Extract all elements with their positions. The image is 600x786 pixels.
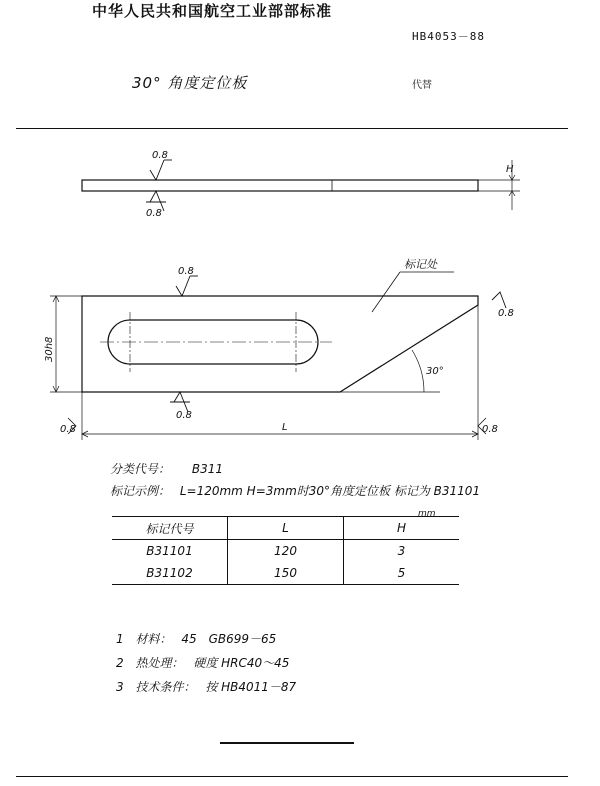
roughness-symbol <box>176 276 190 296</box>
length-dimension: L <box>282 422 288 433</box>
roughness-value: 0.8 <box>152 150 168 161</box>
roughness-value: 0.8 <box>146 208 162 219</box>
angle-dimension: 30° <box>426 366 444 377</box>
requirement-item <box>116 630 276 647</box>
classification-code: B311 <box>191 462 223 476</box>
roughness-value: 0.8 <box>482 424 498 435</box>
roughness-value: 0.8 <box>178 266 194 277</box>
table-cell: 120 <box>228 540 344 563</box>
marking-example-text: L=120mm H=3mm时30°角度定位板 标记为 B31101 <box>179 484 481 498</box>
roughness-symbol <box>150 160 164 180</box>
requirement-number: 1 <box>116 632 124 646</box>
roughness-value: 0.8 <box>498 308 514 319</box>
document-title: 30° 角度定位板 <box>132 74 248 92</box>
table-cell: 5 <box>344 562 460 585</box>
side-view-plate <box>82 180 478 191</box>
marking-example-line <box>110 482 480 499</box>
table-cell: 150 <box>228 562 344 585</box>
plan-view-plate <box>82 296 478 392</box>
requirement-value: 45 GB699－65 <box>181 632 277 646</box>
width-dimension: 30h8 <box>44 336 55 362</box>
table-cell: 3 <box>397 544 406 558</box>
table-row <box>112 540 459 563</box>
classification-label: 分类代号： <box>110 462 171 476</box>
table-cell: B31102 <box>112 562 228 585</box>
classification-line <box>110 460 223 477</box>
technical-drawing <box>0 140 600 450</box>
table-unit: mm <box>418 509 436 519</box>
column-header: H <box>344 517 460 540</box>
requirement-number: 3 <box>116 680 124 694</box>
organization-title: 中华人民共和国航空工业部部标准 <box>92 2 333 20</box>
roughness-symbol <box>492 292 506 308</box>
marking-example-label: 标记示例： <box>110 484 171 498</box>
column-header: 标记代号 <box>112 517 228 540</box>
requirement-value: 硬度 HRC40～45 <box>193 656 290 670</box>
thickness-dimension: H <box>506 164 514 175</box>
requirement-label: 材料： <box>135 632 172 646</box>
requirement-item <box>116 678 296 695</box>
requirement-number: 2 <box>116 656 124 670</box>
table-row <box>112 562 459 585</box>
table-cell: B31101 <box>112 540 228 563</box>
marking-location-label: 标记处 <box>404 258 437 271</box>
column-header: L <box>228 517 344 540</box>
table-header-row <box>112 517 459 540</box>
requirement-item <box>116 654 289 671</box>
end-mark <box>220 742 354 744</box>
requirement-label: 热处理： <box>135 656 184 670</box>
roughness-value: 0.8 <box>60 424 76 435</box>
footer-divider <box>16 776 568 777</box>
requirement-value: 按 HB4011－87 <box>205 680 297 694</box>
standard-number: HB4053－88 <box>412 30 485 43</box>
header-divider <box>16 128 568 129</box>
spec-table <box>112 516 459 585</box>
roughness-value: 0.8 <box>176 410 192 421</box>
requirement-label: 技术条件： <box>135 680 196 694</box>
replaces-label: 代替 <box>412 80 432 91</box>
